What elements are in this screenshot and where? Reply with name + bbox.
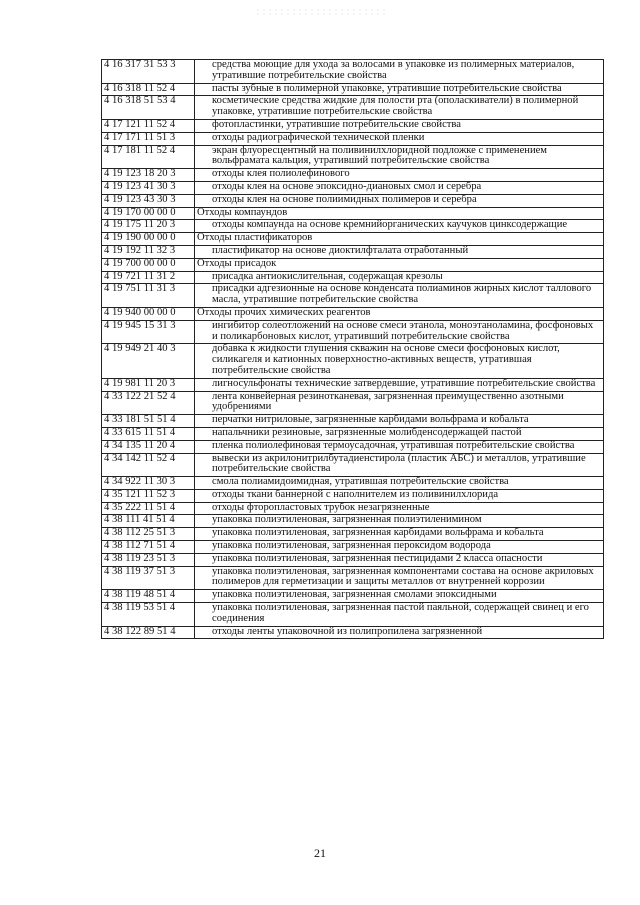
waste-description-cell: отходы ленты упаковочной из полипропилена загрязненной: [195, 626, 604, 639]
table-row: [102, 440, 604, 453]
table-row: [102, 96, 604, 120]
waste-code-cell: 4 19 940 00 00 0: [102, 307, 195, 320]
waste-code-cell: 4 34 135 11 20 4: [102, 440, 195, 453]
group-heading-cell: Отходы присадок: [195, 258, 604, 271]
waste-description-cell: экран флуоресцентный на поливинилхлоридной подложке с применением вольфрамата кальция, утративший потребительские свойства: [195, 145, 604, 169]
waste-description-cell: вывески из акрилонитрилбутадиенстирола (пластик АБС) и металлов, утратившие потребительские свойства: [195, 453, 604, 477]
waste-code-cell: 4 19 123 43 30 3: [102, 194, 195, 207]
waste-description-cell: упаковка полиэтиленовая, загрязненная пестицидами 2 класса опасности: [195, 553, 604, 566]
waste-code-cell: 4 19 190 00 00 0: [102, 233, 195, 246]
waste-description-cell: фотопластинки, утратившие потребительские свойства: [195, 119, 604, 132]
group-heading-cell: Отходы прочих химических реагентов: [195, 307, 604, 320]
waste-code-cell: 4 38 119 53 51 4: [102, 603, 195, 627]
table-row: [102, 320, 604, 344]
waste-code-cell: 4 35 121 11 52 3: [102, 489, 195, 502]
waste-description-cell: упаковка полиэтиленовая, загрязненная компонентами состава на основе акриловых полимеров для герметизации и защиты металлов от внутренней коррозии: [195, 566, 604, 590]
table-row: [102, 258, 604, 271]
waste-description-cell: упаковка полиэтиленовая, загрязненная пастой паяльной, содержащей свинец и его соединения: [195, 603, 604, 627]
waste-code-cell: 4 19 192 11 32 3: [102, 245, 195, 258]
waste-description-cell: упаковка полиэтиленовая, загрязненная смолами эпоксидными: [195, 590, 604, 603]
waste-code-cell: 4 38 119 48 51 4: [102, 590, 195, 603]
waste-code-cell: 4 19 949 21 40 3: [102, 344, 195, 378]
waste-description-cell: отходы клея на основе полиимидных полимеров и серебра: [195, 194, 604, 207]
waste-description-cell: пленка полиолефиновая термоусадочная, утратившая потребительские свойства: [195, 440, 604, 453]
waste-code-cell: 4 17 171 11 51 3: [102, 132, 195, 145]
waste-code-cell: 4 38 119 37 51 3: [102, 566, 195, 590]
waste-code-cell: 4 19 981 11 20 3: [102, 378, 195, 391]
waste-description-cell: отходы радиографической технической пленки: [195, 132, 604, 145]
waste-code-cell: 4 19 170 00 00 0: [102, 207, 195, 220]
waste-description-cell: перчатки нитриловые, загрязненные карбидами вольфрама и кобальта: [195, 415, 604, 428]
waste-code-cell: 4 19 123 18 20 3: [102, 169, 195, 182]
waste-code-cell: 4 19 700 00 00 0: [102, 258, 195, 271]
waste-code-cell: 4 38 112 25 51 3: [102, 528, 195, 541]
table-row: [102, 181, 604, 194]
table-row: [102, 502, 604, 515]
table-row: [102, 220, 604, 233]
page-number: 21: [314, 846, 326, 860]
waste-description-cell: отходы ткани баннерной с наполнителем из поливинилхлорида: [195, 489, 604, 502]
waste-code-cell: 4 17 181 11 52 4: [102, 145, 195, 169]
table-row: [102, 378, 604, 391]
waste-code-cell: 4 34 922 11 30 3: [102, 477, 195, 490]
table-row: [102, 60, 604, 84]
table-row: [102, 271, 604, 284]
waste-description-cell: присадки адгезионные на основе конденсата полиаминов жирных кислот таллового масла, утратившие потребительские свойства: [195, 284, 604, 308]
waste-description-cell: напальчники резиновые, загрязненные молибденсодержащей пастой: [195, 427, 604, 440]
table-row: [102, 603, 604, 627]
table-row: [102, 145, 604, 169]
table-row: [102, 477, 604, 490]
table-row: [102, 427, 604, 440]
waste-classifier-table: [101, 59, 604, 639]
table-row: [102, 194, 604, 207]
waste-description-cell: смола полиамидоимидная, утратившая потребительские свойства: [195, 477, 604, 490]
waste-description-cell: пластификатор на основе диоктилфталата отработанный: [195, 245, 604, 258]
table-row: [102, 83, 604, 96]
scan-noise: [255, 8, 385, 16]
waste-code-cell: 4 17 121 11 52 4: [102, 119, 195, 132]
waste-code-cell: 4 38 119 23 51 3: [102, 553, 195, 566]
table-row: [102, 233, 604, 246]
waste-description-cell: ингибитор солеотложений на основе смеси этанола, моноэтаноламина, фосфоновых и поликарбоновых кислот, утративший потребительские свойства: [195, 320, 604, 344]
waste-code-cell: 4 33 181 51 51 4: [102, 415, 195, 428]
waste-code-cell: 4 19 945 15 31 3: [102, 320, 195, 344]
waste-code-cell: 4 33 122 21 52 4: [102, 391, 195, 415]
table-row: [102, 391, 604, 415]
waste-code-cell: 4 19 751 11 31 3: [102, 284, 195, 308]
waste-code-cell: 4 19 721 11 31 2: [102, 271, 195, 284]
waste-code-cell: 4 16 318 51 53 4: [102, 96, 195, 120]
waste-code-cell: 4 38 122 89 51 4: [102, 626, 195, 639]
waste-description-cell: упаковка полиэтиленовая, загрязненная пероксидом водорода: [195, 541, 604, 554]
table-row: [102, 626, 604, 639]
table-row: [102, 207, 604, 220]
waste-code-cell: 4 33 615 11 51 4: [102, 427, 195, 440]
table-row: [102, 169, 604, 182]
group-heading-cell: Отходы пластификаторов: [195, 233, 604, 246]
table-row: [102, 489, 604, 502]
waste-code-cell: 4 35 222 11 51 4: [102, 502, 195, 515]
table-row: [102, 528, 604, 541]
waste-description-cell: упаковка полиэтиленовая, загрязненная полиэтиленимином: [195, 515, 604, 528]
table-row: [102, 566, 604, 590]
waste-code-cell: 4 16 318 11 52 4: [102, 83, 195, 96]
waste-description-cell: лигносульфонаты технические затвердевшие, утратившие потребительские свойства: [195, 378, 604, 391]
table-row: [102, 590, 604, 603]
waste-code-cell: 4 19 123 41 30 3: [102, 181, 195, 194]
waste-code-cell: 4 38 112 71 51 4: [102, 541, 195, 554]
table-row: [102, 132, 604, 145]
waste-code-cell: 4 16 317 31 53 3: [102, 60, 195, 84]
waste-description-cell: косметические средства жидкие для полости рта (ополаскиватели) в полимерной упаковке, утратившие потребительские свойства: [195, 96, 604, 120]
waste-description-cell: средства моющие для ухода за волосами в упаковке из полимерных материалов, утратившие потребительские свойства: [195, 60, 604, 84]
waste-code-cell: 4 34 142 11 52 4: [102, 453, 195, 477]
table-row: [102, 307, 604, 320]
table-row: [102, 284, 604, 308]
waste-description-cell: добавка к жидкости глушения скважин на основе смеси фосфоновых кислот, силикагеля и катионных поверхностно-активных веществ, утратившая потребительские свойства: [195, 344, 604, 378]
waste-description-cell: лента конвейерная резинотканевая, загрязненная преимущественно азотными удобрениями: [195, 391, 604, 415]
waste-description-cell: отходы клея на основе эпоксидно-диановых смол и серебра: [195, 181, 604, 194]
table-row: [102, 344, 604, 378]
table-row: [102, 553, 604, 566]
waste-code-cell: 4 38 111 41 51 4: [102, 515, 195, 528]
table-row: [102, 453, 604, 477]
waste-description-cell: присадка антиокислительная, содержащая крезолы: [195, 271, 604, 284]
group-heading-cell: Отходы компаундов: [195, 207, 604, 220]
waste-description-cell: пасты зубные в полимерной упаковке, утратившие потребительские свойства: [195, 83, 604, 96]
waste-description-cell: отходы фторопластовых трубок незагрязненные: [195, 502, 604, 515]
table-row: [102, 415, 604, 428]
table-row: [102, 245, 604, 258]
waste-code-cell: 4 19 175 11 20 3: [102, 220, 195, 233]
table-row: [102, 541, 604, 554]
waste-description-cell: отходы клея полиолефинового: [195, 169, 604, 182]
table-row: [102, 119, 604, 132]
table-row: [102, 515, 604, 528]
waste-description-cell: отходы компаунда на основе кремнийорганических каучуков цинксодержащие: [195, 220, 604, 233]
waste-description-cell: упаковка полиэтиленовая, загрязненная карбидами вольфрама и кобальта: [195, 528, 604, 541]
